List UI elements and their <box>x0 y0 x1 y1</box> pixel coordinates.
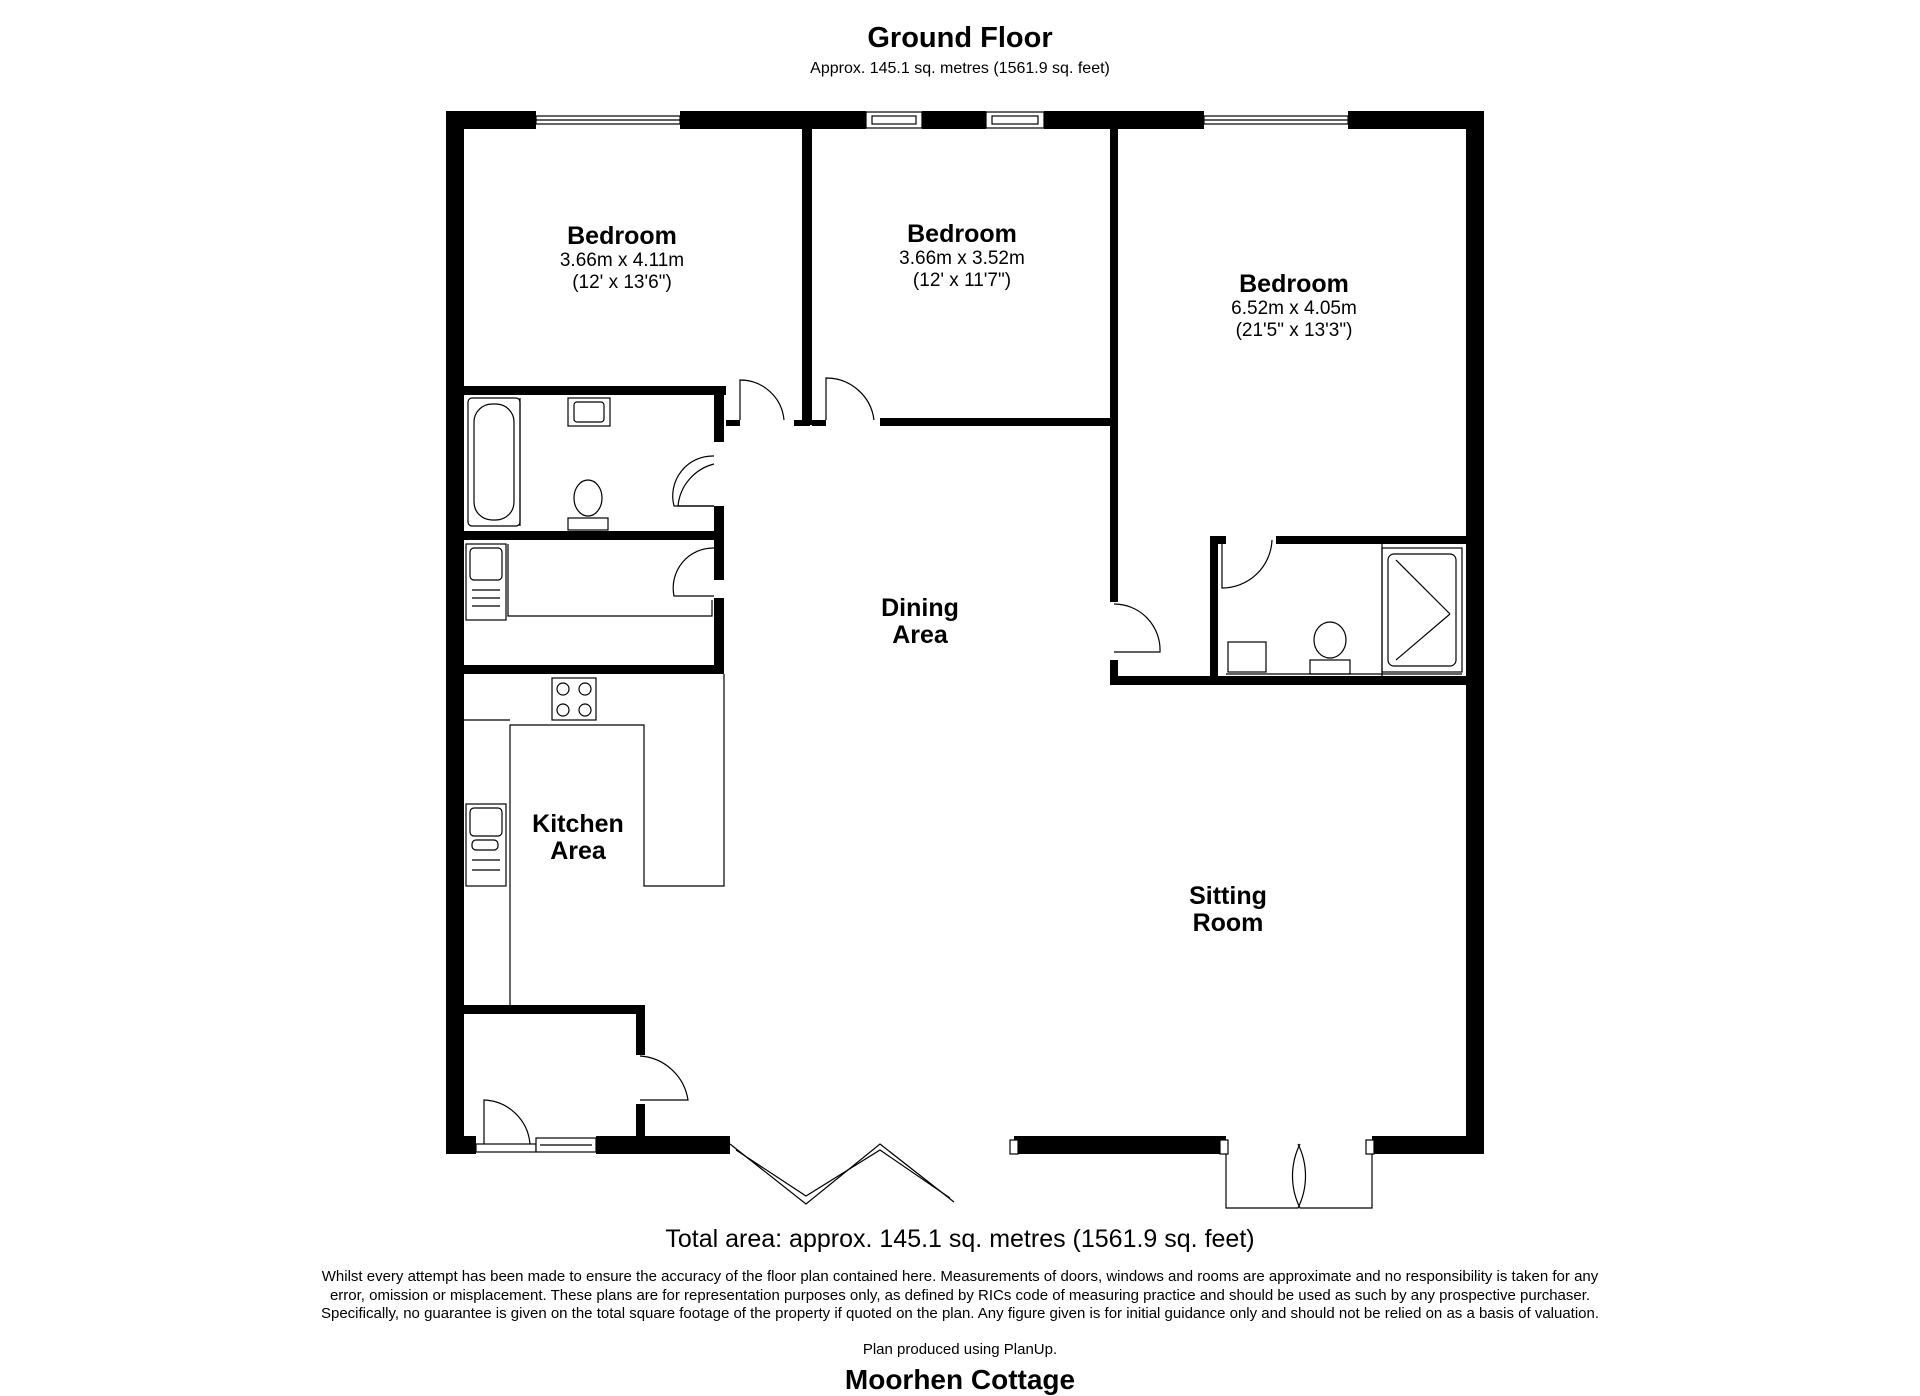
utility-sink <box>466 544 506 620</box>
kitchen-area-label-line2: Area <box>550 837 606 865</box>
bedroom-2-imperial: (12' x 11'7") <box>912 270 1012 291</box>
bathtub <box>468 398 520 526</box>
room-labels <box>532 220 1357 937</box>
floor-area-subtitle: Approx. 145.1 sq. metres (1561.9 sq. feet) <box>810 60 1110 77</box>
doors <box>476 378 1374 1208</box>
bedroom-3-imperial: (21'5" x 13'3") <box>1235 320 1353 341</box>
bedroom-1-metric: 3.66m x 4.11m <box>559 250 685 271</box>
bedroom-2-metric: 3.66m x 3.52m <box>899 248 1025 269</box>
bedroom-3-metric: 6.52m x 4.05m <box>1231 298 1357 319</box>
bedroom-1-name: Bedroom <box>567 222 677 250</box>
sitting-room-label-line2: Room <box>1192 909 1264 937</box>
kitchen-counter <box>510 674 724 1005</box>
total-area: Total area: approx. 145.1 sq. metres (1561.9 sq. feet) <box>665 1225 1255 1253</box>
bathroom-fixtures <box>468 398 610 530</box>
bedroom-1-imperial: (12' x 13'6") <box>572 272 672 293</box>
ensuite-sink <box>1228 642 1266 672</box>
disclaimer-text: Whilst every attempt has been made to ensure the accuracy of the floor plan contained here. Measurements of doors, windows and rooms are approximate and no responsibility is taken for any error, omission or misplacement. These plans are for representation purposes only, as defined by RICs code of measuring practice and should be used as such by any prospective purchaser. Specifically, no guarantee is given on the total square footage of the property if quoted on the plan. Any figure given is for initial guidance only and should not be relied on as a basis of valuation. <box>320 1268 1600 1322</box>
sitting-room-label-line1: Sitting <box>1189 882 1267 910</box>
plan-credit: Plan produced using PlanUp. <box>862 1341 1058 1358</box>
bathroom-toilet <box>574 480 602 516</box>
shower <box>1382 548 1462 672</box>
dining-area-label-line1: Dining <box>881 594 959 622</box>
kitchen-area-label-line1: Kitchen <box>532 810 624 838</box>
dining-area-label-line2: Area <box>892 621 948 649</box>
bedroom-3-name: Bedroom <box>1239 270 1349 298</box>
floor-title: Ground Floor <box>867 22 1053 54</box>
ensuite-toilet <box>1314 622 1346 658</box>
ensuite-fixtures <box>1226 544 1462 676</box>
bedroom-2-name: Bedroom <box>907 220 1017 248</box>
utility-fixtures <box>466 544 712 620</box>
property-name: Moorhen Cottage <box>844 1364 1076 1395</box>
